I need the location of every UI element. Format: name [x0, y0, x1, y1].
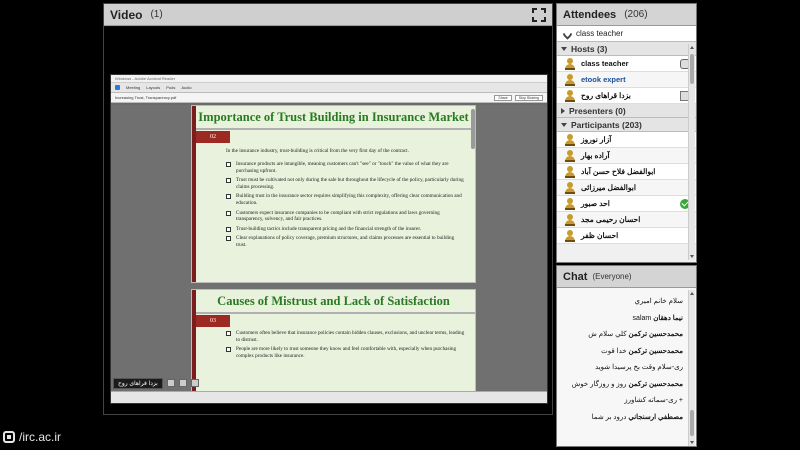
attendee-row[interactable]: [557, 88, 696, 104]
slide-page: [191, 105, 476, 283]
my-name: class teacher: [576, 29, 624, 38]
ribbon-item: Meeting: [126, 85, 141, 90]
scroll-thumb[interactable]: [690, 410, 694, 436]
brand-watermark: [3, 430, 61, 444]
my-status-row[interactable]: [557, 26, 696, 42]
user-icon: [565, 90, 575, 101]
user-icon: [565, 198, 575, 209]
slide-bullet: Trust must be cultivated not only during the sale but throughout the lifecycle of the policy, particularly during claims processing.: [226, 177, 465, 190]
shared-statusbar: [111, 391, 547, 403]
user-icon: [565, 134, 575, 145]
presenters-section-header[interactable]: Presenters (0): [557, 104, 696, 118]
collapse-icon: [561, 47, 567, 51]
slide-bullet: Customers often believe that insurance policies contain hidden clauses, exclusions, and unclear terms, leading to distrust.: [226, 330, 465, 343]
attendee-name: ابوالفضل میرزائی: [581, 183, 636, 192]
scroll-down-icon[interactable]: [690, 441, 694, 444]
slide-bullet: Clear explanations of policy coverage, premium structures, and claims processes are essential to building trust.: [226, 235, 465, 248]
video-pod-count: (1): [150, 9, 163, 20]
scroll-thumb[interactable]: [690, 54, 694, 84]
user-icon: [565, 166, 575, 177]
taskbar-app-icon: [191, 379, 199, 387]
slide-intro: In the insurance industry, trust-building is critical from the very first day of the contract.: [226, 148, 409, 154]
attendees-scrollbar[interactable]: [688, 44, 695, 260]
chat-pod: [556, 265, 697, 447]
attendee-row[interactable]: [557, 228, 696, 244]
shared-window-titlebar: Windows - Adobe Acrobat Reader: [111, 75, 547, 83]
shared-taskbar: [113, 377, 199, 389]
shared-doc-bar: [111, 93, 547, 103]
attendee-row[interactable]: [557, 132, 696, 148]
slide-bullet-list: [226, 161, 465, 252]
slide-number: 03: [196, 315, 230, 327]
scroll-up-icon[interactable]: [690, 46, 694, 49]
chat-message-list: [557, 290, 687, 446]
video-pod-header: [104, 4, 552, 26]
user-icon: [565, 74, 575, 85]
taskbar-app-icon: [179, 379, 187, 387]
attendee-row[interactable]: [557, 180, 696, 196]
ribbon-item: Pods: [166, 85, 176, 90]
checkbox-icon: [226, 162, 231, 167]
checkbox-icon: [226, 194, 231, 199]
attendees-pod: [556, 3, 697, 263]
shared-ribbon: [111, 83, 547, 93]
checkbox-icon: [226, 331, 231, 336]
slide-bullet: Customers expect insurance companies to be compliant with strict regulations and laws governing transparency, solvency, and fair practices.: [226, 210, 465, 223]
attendee-row[interactable]: [557, 196, 696, 212]
attendee-row[interactable]: [557, 148, 696, 164]
chat-message: مصطفي ارسنجاني درود بر شما: [591, 413, 683, 421]
attendee-name: احسان رحیمی مجد: [581, 215, 641, 224]
user-icon: [565, 230, 575, 241]
shared-stop-button: Stop Sharing: [515, 95, 543, 101]
shared-screen: [110, 74, 548, 404]
video-stream: [104, 27, 552, 414]
attendee-name: class teacher: [581, 59, 629, 68]
document-scrollbar: [471, 109, 475, 149]
chat-message: + ری-سماته کشاورز: [624, 397, 683, 404]
checkbox-icon: [226, 347, 231, 352]
attendee-row[interactable]: [557, 56, 696, 72]
chat-message: محمدحسين ترکمن روز و روزگار خوش: [571, 380, 683, 388]
chat-message: محمدحسين ترکمن کلي سلام ش: [588, 331, 683, 338]
video-pod-title: Video: [110, 7, 143, 22]
checkbox-icon: [226, 227, 231, 232]
attendee-name: آزار نوروز: [581, 135, 612, 144]
user-icon: [565, 214, 575, 225]
checkbox-icon: [226, 211, 231, 216]
irc-logo-icon: [3, 431, 15, 443]
phone-icon: [561, 27, 574, 40]
slide-bullet: People are more likely to trust someone they know and feel comfortable with, especially when purchasing complex products like insurance.: [226, 346, 465, 359]
slide-page: [191, 289, 476, 391]
app-logo-icon: [115, 85, 120, 90]
chat-message: نيما دهقان salam: [632, 314, 683, 322]
attendee-row[interactable]: [557, 72, 696, 88]
chat-message: ری-سلام وقت بخ پرسیدا شوید: [595, 364, 683, 371]
collapse-icon: [561, 123, 567, 127]
chat-scope[interactable]: (Everyone): [592, 272, 632, 281]
attendee-name: etook expert: [581, 75, 626, 84]
chat-scrollbar[interactable]: [688, 290, 695, 446]
slide-title: Importance of Trust Building in Insurance Market: [198, 110, 469, 124]
chat-message: سلام خانم اميري: [634, 298, 683, 305]
chat-title: Chat: [563, 270, 588, 283]
attendees-header: [557, 4, 696, 26]
checkbox-icon: [226, 178, 231, 183]
fullscreen-icon[interactable]: [532, 8, 546, 22]
ribbon-item: Audio: [181, 85, 192, 90]
attendees-title: Attendees: [563, 8, 617, 21]
slide-number: 02: [196, 131, 230, 143]
brand-text: /irc.ac.ir: [19, 430, 61, 444]
attendee-name: آراده بهار: [581, 151, 610, 160]
slide-title: Causes of Mistrust and Lack of Satisfaction: [217, 294, 450, 308]
document-area: [111, 105, 547, 391]
checkbox-icon: [226, 236, 231, 241]
scroll-up-icon[interactable]: [690, 292, 694, 295]
slide-bullet: Insurance products are intangible, meaning customers can't "see" or "touch" the value of what they are purchasing upfront.: [226, 161, 465, 174]
slide-bullet: Building trust in the insurance sector requires simplifying this complexity, offering clear communication and education.: [226, 193, 465, 206]
user-icon: [565, 182, 575, 193]
slide-bullet-list: [226, 330, 465, 362]
shared-doc-name: Increasing Trust, Transparency.pdf: [115, 95, 177, 100]
taskbar-app-icon: [167, 379, 175, 387]
shared-taskbar-label: بزدا قراهای روح: [113, 378, 163, 389]
attendee-name: احد صبور: [581, 199, 610, 208]
chat-header: [557, 266, 696, 288]
slide-divider: [196, 128, 475, 130]
participants-section-header[interactable]: Participants (203): [557, 118, 696, 132]
chat-message: محمدحسين ترکمن خدا قوت: [601, 347, 683, 355]
attendee-row[interactable]: [557, 212, 696, 228]
slide-divider: [196, 312, 475, 314]
slide-accent-bar: [192, 290, 196, 391]
attendee-row[interactable]: [557, 164, 696, 180]
ribbon-item: Layouts: [146, 85, 161, 90]
user-icon: [565, 150, 575, 161]
attendee-name: احسان ظفر: [581, 231, 619, 240]
attendee-name: بزدا قراهای روح: [581, 91, 631, 100]
user-icon: [565, 58, 575, 69]
scroll-down-icon[interactable]: [690, 255, 694, 258]
expand-icon: [561, 108, 565, 114]
attendees-count: (206): [624, 9, 648, 20]
attendee-name: ابوالفضل فلاح حسن آباد: [581, 167, 656, 176]
slide-bullet: Trust-building tactics include transparent pricing and the financial strength of the insurer.: [226, 226, 465, 233]
hosts-section-header[interactable]: Hosts (3): [557, 42, 696, 56]
shared-share-button: Share: [494, 95, 511, 101]
video-pod: [103, 3, 553, 415]
